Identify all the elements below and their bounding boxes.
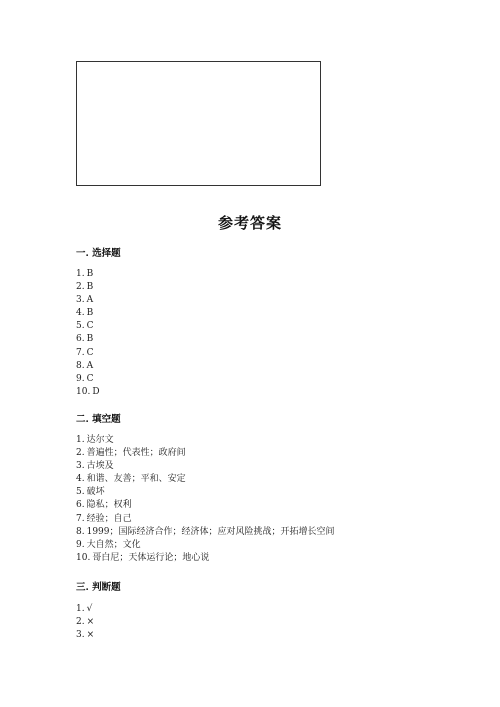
item-number: 3.: [76, 461, 85, 472]
section-heading-fill: 二. 填空题: [76, 414, 121, 425]
list-item: [76, 473, 335, 486]
list-item: [76, 373, 100, 386]
item-number: 6.: [76, 334, 85, 345]
item-answer: D: [92, 386, 100, 397]
item-answer: C: [86, 347, 94, 358]
list-item: [76, 526, 335, 539]
list-item: [76, 360, 100, 373]
list-item: [76, 616, 94, 629]
item-number: 6.: [76, 500, 85, 511]
item-number: 7.: [76, 347, 85, 358]
item-answer: C: [86, 321, 94, 332]
list-item: [76, 268, 100, 281]
item-answer: √: [86, 604, 93, 614]
item-number: 1.: [76, 269, 85, 279]
item-number: 2.: [76, 448, 85, 459]
item-number: 4.: [76, 474, 85, 485]
item-number: 1.: [76, 435, 85, 445]
list-item: [76, 386, 100, 399]
fill-answer-list: [76, 434, 335, 565]
list-item: [76, 460, 335, 473]
item-number: 3.: [76, 630, 85, 641]
list-item: [76, 486, 335, 499]
item-number: 5.: [76, 321, 85, 332]
item-answer: B: [86, 282, 94, 293]
item-answer: 隐私；权利: [86, 500, 132, 511]
item-answer: C: [86, 373, 94, 384]
item-number: 8.: [76, 526, 85, 537]
list-item: [76, 629, 94, 642]
item-answer: A: [86, 295, 94, 306]
item-number: 3.: [76, 295, 85, 306]
item-answer: 破坏: [86, 487, 105, 498]
item-answer: 和谐、友善；平和、安定: [86, 474, 186, 485]
list-item: [76, 603, 94, 616]
item-answer: 经验；自己: [86, 513, 132, 524]
item-answer: ×: [86, 630, 95, 641]
item-number: 2.: [76, 617, 85, 628]
item-answer: B: [86, 308, 94, 319]
item-answer: 普遍性；代表性；政府间: [86, 448, 186, 459]
item-answer: B: [86, 334, 94, 345]
item-number: 2.: [76, 282, 85, 293]
list-item: [76, 333, 100, 346]
item-number: 4.: [76, 308, 85, 319]
judge-answer-list: [76, 603, 94, 642]
list-item: [76, 307, 100, 320]
item-answer: ×: [86, 617, 95, 628]
item-number: 8.: [76, 360, 85, 371]
list-item: [76, 294, 100, 307]
list-item: [76, 499, 335, 512]
list-item: [76, 539, 335, 552]
item-number: 9.: [76, 373, 85, 384]
item-number: 10.: [76, 386, 91, 397]
item-answer: 大自然；文化: [86, 539, 141, 550]
item-answer: 哥白尼；天体运行论；地心说: [92, 552, 210, 563]
page-title: 参考答案: [217, 214, 282, 232]
item-number: 5.: [76, 487, 85, 498]
item-number: 1.: [76, 604, 85, 614]
item-answer: B: [86, 269, 94, 279]
list-item: [76, 513, 335, 526]
list-item: [76, 552, 335, 565]
list-item: [76, 347, 100, 360]
item-answer: A: [86, 360, 94, 371]
section-heading-judge: 三. 判断题: [76, 582, 121, 593]
choice-answer-list: [76, 268, 100, 399]
answer-box: [76, 61, 321, 186]
item-answer: 达尔文: [86, 435, 114, 445]
section-heading-choice: 一. 选择题: [76, 248, 121, 259]
list-item: [76, 320, 100, 333]
list-item: [76, 434, 335, 447]
item-number: 10.: [76, 552, 91, 563]
item-number: 7.: [76, 513, 85, 524]
item-answer: 1999；国际经济合作；经济体；应对风险挑战；开拓增长空间: [86, 526, 335, 537]
list-item: [76, 447, 335, 460]
list-item: [76, 281, 100, 294]
item-answer: 古埃及: [86, 461, 114, 472]
item-number: 9.: [76, 539, 85, 550]
